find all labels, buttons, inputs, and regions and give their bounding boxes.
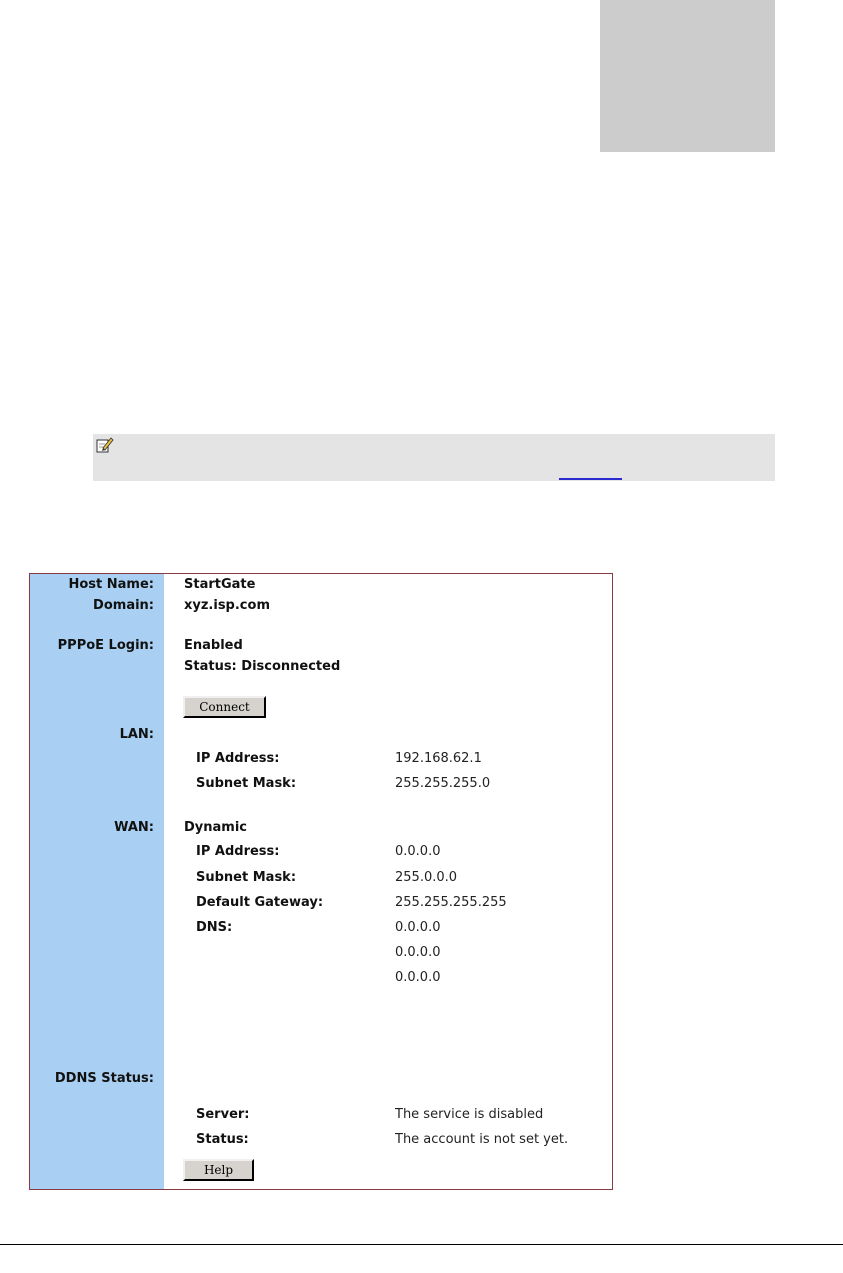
wan-mask-value: 255.0.0.0 [395,870,458,885]
wan-mode: Dynamic [184,820,248,835]
chapter-tab [600,0,775,152]
pppoe-label: PPPoE Login: [57,638,154,653]
lan-ip-value: 192.168.62.1 [395,751,482,766]
connect-button[interactable]: Connect [183,696,266,718]
label-column [30,574,164,1189]
note-bar [93,434,775,481]
ddns-label: DDNS Status: [54,1071,154,1086]
ddns-status-value: The account is not set yet. [395,1132,569,1147]
domain-value: xyz.isp.com [184,598,270,613]
ddns-server-label: Server: [196,1107,250,1122]
wan-ip-label: IP Address: [196,844,280,859]
status-panel [29,573,613,1190]
lan-label: LAN: [119,727,154,742]
ddns-server-value: The service is disabled [395,1107,544,1122]
host-name-label: Host Name: [68,577,154,592]
ddns-status-label: Status: [196,1132,249,1147]
note-link-underline[interactable] [559,478,622,480]
wan-label: WAN: [114,820,154,835]
help-button[interactable]: Help [183,1159,254,1181]
wan-gateway-value: 255.255.255.255 [395,895,507,910]
footer-rule [0,1244,843,1245]
wan-ip-value: 0.0.0.0 [395,844,441,859]
lan-mask-value: 255.255.255.0 [395,776,491,791]
domain-label: Domain: [93,598,154,613]
pppoe-state: Enabled [184,638,243,653]
wan-mask-label: Subnet Mask: [196,870,297,885]
wan-dns-2: 0.0.0.0 [395,945,441,960]
wan-dns-1: 0.0.0.0 [395,920,441,935]
lan-mask-label: Subnet Mask: [196,776,297,791]
pencil-note-icon [96,436,114,454]
host-name-value: StartGate [184,577,256,592]
lan-ip-label: IP Address: [196,751,280,766]
wan-dns-3: 0.0.0.0 [395,970,441,985]
wan-dns-label: DNS: [196,920,233,935]
wan-gateway-label: Default Gateway: [196,895,324,910]
pppoe-status: Status: Disconnected [184,659,341,674]
